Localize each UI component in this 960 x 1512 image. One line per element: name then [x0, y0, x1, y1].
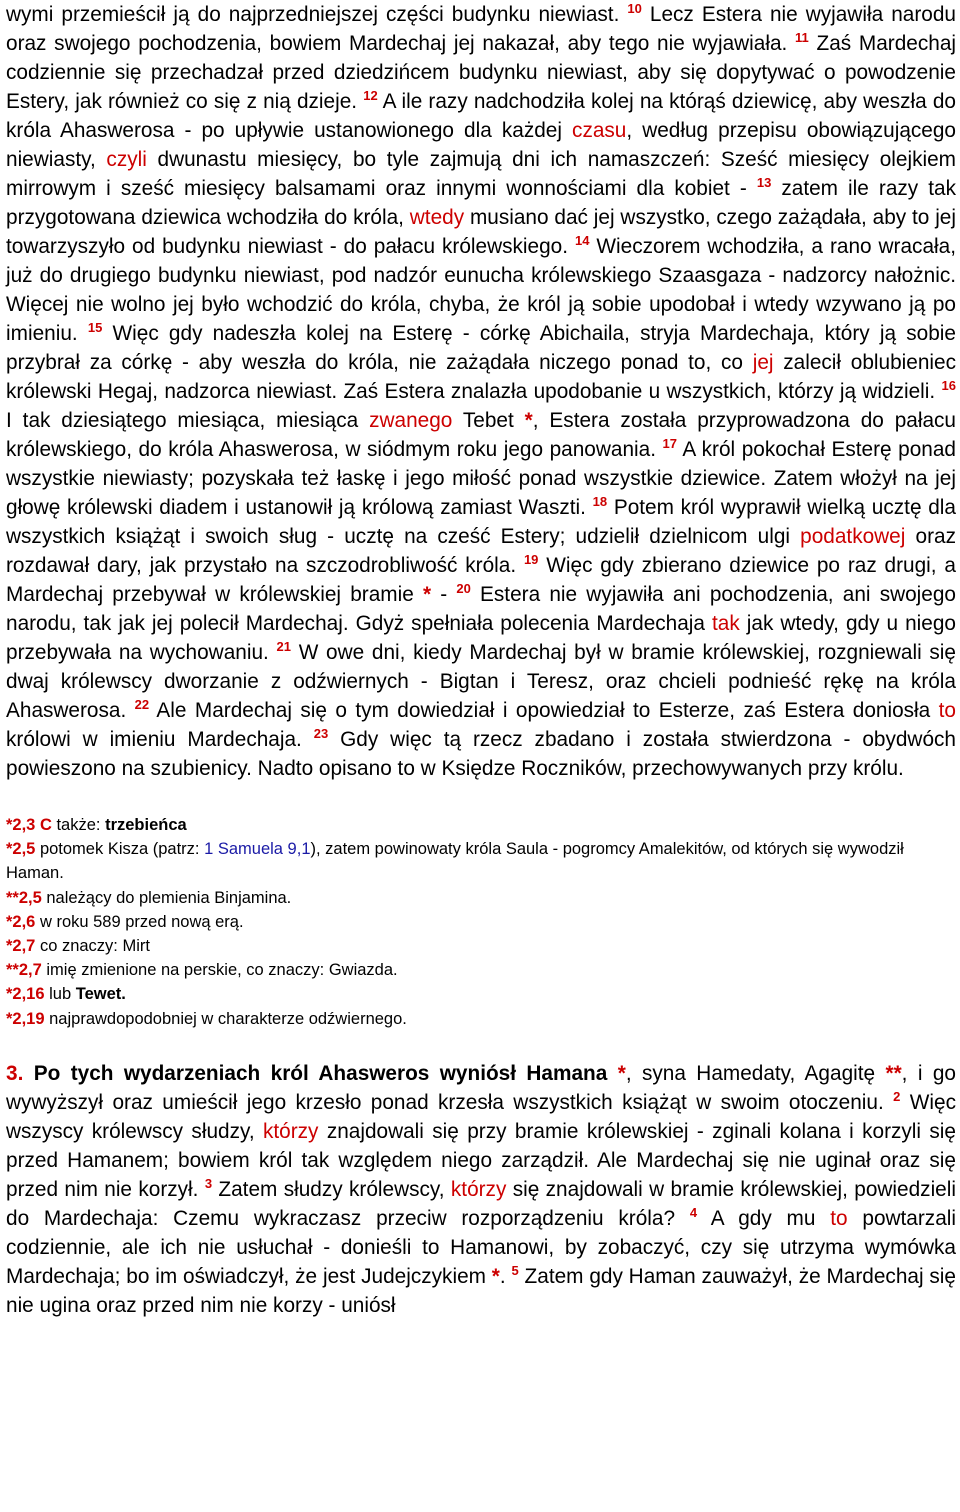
footnote-term: Tewet — [75, 985, 122, 1004]
text-run: Zaś Mardechaj codziennie się przechadzał przed dziedzińcem budynku niewiast, aby się dopytywać o powodzenie Estery, jak również co się z nią dzieje. — [6, 32, 956, 113]
text-run: I tak dziesiątego miesiąca, miesiąca — [6, 409, 370, 432]
text-run: wymi przemieścił ją do najprzedniejszej części budynku niewiast. — [6, 3, 628, 26]
verse-number: 10 — [627, 1, 642, 17]
text-run: oraz rozdawał dary, jak przystało na szczodrobliwość króla. — [6, 525, 956, 577]
verse-number: 11 — [795, 30, 809, 46]
added-word: wtedy — [409, 206, 465, 229]
text-run: się znajdowali w bramie królewskiej, powiedzieli do Mardechaja: Czemu wykraczasz przeciw rozporządzeniu króla? — [6, 1177, 956, 1230]
added-word: zwanego — [369, 409, 453, 432]
footnote-text: należący do plemienia Binjamina. — [41, 888, 292, 907]
footnote-source: C — [39, 816, 52, 834]
cross-reference-link[interactable]: 1 Samuela 9,1 — [204, 840, 311, 859]
footnote-ref[interactable]: *2,19 — [6, 1009, 45, 1028]
text-run: . — [499, 1264, 512, 1288]
footnote — [6, 1007, 956, 1031]
verse-number: 2 — [893, 1088, 901, 1104]
verse-number: 16 — [941, 378, 956, 394]
text-run: zatem ile razy tak przygotowana dziewica wchodziła do króla, — [6, 177, 956, 229]
added-word: tak — [712, 612, 740, 635]
footnote-text: imię zmienione na perskie, co znaczy: Gwiazda. — [41, 961, 398, 980]
verse-number: 20 — [456, 581, 471, 597]
added-word: podatkowej — [800, 525, 906, 548]
added-word: którzy — [450, 1177, 507, 1201]
added-word: to — [938, 699, 957, 722]
verse-number: 19 — [523, 552, 539, 568]
verse-number: 15 — [87, 320, 103, 336]
footnote-text: ), zatem powinowaty króla Saula - pogromcy Amalekitów, od których się wywodził Haman. — [6, 840, 904, 883]
added-word: czasu — [572, 119, 627, 142]
footnote-text: także: — [51, 816, 106, 834]
text-run: , syna Hamedaty, Agagitę — [625, 1061, 886, 1085]
text-run: królowi w imieniu Mardechaja. — [6, 728, 314, 751]
footnote-marker[interactable]: * — [524, 409, 533, 432]
verse-number: 12 — [363, 88, 378, 104]
text-run: musiano dać jej wszystko, czego zażądała, aby to jej towarzyszyło od budynku niewiast - do pałacu królewskiego. — [6, 206, 956, 258]
footnote — [6, 837, 956, 885]
footnote-ref[interactable]: **2,5 — [6, 888, 42, 907]
text-run: jak wtedy, gdy u niego przebywała na wychowaniu. — [6, 612, 956, 664]
added-word: jej — [752, 351, 774, 374]
text-run: znajdowali się przy bramie królewskiej - zginali kolana i korzyli się przed Hamanem; bowiem król tak względem niego zarządził. Ale Mardechaj się nie uginał oraz się przed nim nie korzył. — [6, 1119, 956, 1201]
footnote-ref[interactable]: *2,3 — [6, 816, 36, 834]
text-run: A ile razy nadchodziła kolej na którąś dziewicę, aby weszła do króla Ahaswerosa - po upływie ustanowionego dla każdej — [6, 90, 956, 142]
text-run: Gdy więc tą rzecz zbadano i została stwierdzona - obydwóch powieszono na szubienicy. Nadto opisano to w Księdze Roczników, przechowywanych przy królu. — [6, 728, 956, 780]
text-run: Wieczorem wchodziła, a rano wracała, już do drugiego budynku niewiast, pod nadzór eunucha królewskiego Szaasgaza - nadzorcy nałożnic. Więcej nie wolno jej było wchodzić do króla, chyba, że król ją sobie upodobał i wtedy wzywano ją po imieniu. — [6, 235, 956, 345]
text-run: - — [431, 583, 457, 606]
text-run: , i go wywyższył oraz umieścił jego krzesło ponad krzesła wszystkich książąt w swoim otoczeniu. — [6, 1061, 956, 1114]
footnotes — [6, 813, 956, 1031]
text-run: Zatem gdy Haman zauważył, że Mardechaj się nie ugina oraz przed nim nie korzy - uniósł — [6, 1264, 956, 1317]
verse-number: 13 — [756, 175, 772, 191]
text-run: dwunastu miesięcy, bo tyle zajmują dni ich namaszczeń: Sześć miesięcy olejkiem mirrowym i sześć miesięcy balsamami oraz innymi wonnościami dla kobiet - — [6, 148, 956, 200]
verse-number: 4 — [689, 1204, 698, 1220]
text-run: Potem król wyprawił wielką ucztę dla wszystkich książąt i swoich sług - ucztę na cześć Estery; udzielił dzielnicom ulgi — [6, 496, 956, 548]
text-run: W owe dni, kiedy Mardechaj był w bramie królewskiej, rozgniewali się dwaj królewscy dworzanie z odźwiernych - Bigtan i Teresz, oraz chcieli podnieść rękę na króla Ahaswerosa. — [6, 641, 956, 722]
footnote-text: lub — [44, 985, 76, 1004]
verse-number: 3 — [204, 1175, 213, 1191]
footnote — [6, 813, 956, 837]
text-run: Zatem słudzy królewscy, — [212, 1177, 451, 1201]
footnote-text: potomek Kisza (patrz: — [35, 840, 205, 859]
text-run: Tebet — [452, 409, 525, 432]
footnote-ref[interactable]: *2,7 — [6, 937, 36, 956]
verse-number: 5 — [511, 1262, 519, 1278]
footnote-marker[interactable]: * — [617, 1061, 626, 1085]
text-run: , Estera została przyprowadzona do pałacu królewskiego, do króla Ahaswerosa, w siódmym roku jego panowania. — [6, 409, 957, 461]
text-run: Lecz Estera nie wyjawiła narodu oraz swojego pochodzenia, bowiem Mardechaj jej nakazał, aby tego nie wyjawiała. — [6, 3, 956, 55]
footnote — [6, 886, 956, 910]
footnote-text: najprawdopodobniej w charakterze odźwiernego. — [44, 1009, 407, 1028]
footnote-text: co znaczy: Mirt — [35, 937, 150, 956]
chapter-number: 3. — [6, 1061, 24, 1085]
main-text — [6, 0, 956, 783]
verse-number: 23 — [313, 726, 329, 742]
text-run: Więc gdy zbierano dziewice po raz drugi, a Mardechaj przebywał w królewskiej bramie — [6, 554, 956, 606]
added-word: czyli — [106, 148, 147, 171]
verse-number: 22 — [134, 697, 150, 713]
text-run: Ale Mardechaj się o tym dowiedział i opowiedział to Esterze, zaś Estera doniosła — [149, 699, 939, 722]
footnote — [6, 910, 956, 934]
footnote-ref[interactable]: *2,6 — [6, 912, 36, 931]
verse-number: 18 — [592, 494, 608, 510]
footnote-marker[interactable]: * — [491, 1264, 500, 1288]
verse-number: 17 — [662, 436, 677, 452]
text-run: A gdy mu — [697, 1206, 831, 1230]
text-run: powtarzali codziennie, ale ich nie usłuchał - donieśli to Hamanowi, by zobaczyć, czy się utrzyma wymówka Mardechaja; bo im oświadczył, że jest Judejczykiem — [6, 1206, 956, 1288]
text-run: Estera nie wyjawiła ani pochodzenia, ani swojego narodu, tak jak jej polecił Mardechaj. Gdyż spełniała polecenia Mardechaja — [6, 583, 956, 635]
footnote-text: w roku 589 przed nową erą. — [35, 912, 244, 931]
added-word: którzy — [262, 1119, 319, 1143]
footnote-marker[interactable]: ** — [885, 1061, 902, 1085]
text-run: zalecił oblubieniec królewski Hegaj, nadzorca niewiast. Zaś Estera znalazła upodobanie u wszystkich, którzy ją widzieli. — [6, 351, 956, 403]
footnote-term: trzebieńca — [105, 816, 187, 834]
footnote — [6, 958, 956, 982]
footnote — [6, 934, 956, 958]
footnote-marker[interactable]: * — [422, 583, 432, 606]
chapter-3 — [6, 1059, 956, 1320]
footnote — [6, 982, 956, 1006]
text-run: A król pokochał Esterę ponad wszystkie niewiasty; pozyskała też łaskę i jego miłość ponad wszystkie dziewice. Zatem włożył na jej głowę królewski diadem i ustanowił ją królową zamiast Waszti. — [6, 438, 956, 519]
footnote-ref[interactable]: *2,5 — [6, 840, 36, 859]
verse-number: 21 — [276, 639, 291, 655]
verse-number: 14 — [574, 233, 590, 249]
text-run: , według przepisu obowiązującego niewiasty, — [6, 119, 956, 171]
text-run: Więc wszyscy królewscy słudzy, — [6, 1090, 956, 1143]
chapter-lead: Po tych wydarzeniach król Ahasweros wyniósł Hamana — [23, 1061, 618, 1085]
footnote-text: . — [121, 985, 126, 1004]
added-word: to — [830, 1206, 848, 1230]
footnote-ref[interactable]: *2,16 — [6, 985, 45, 1004]
text-run: Więc gdy nadeszła kolej na Esterę - córkę Abichaila, stryja Mardechaja, który ją sobie przybrał za córkę - aby weszła do króla, nie zażądała niczego ponad to, co — [6, 322, 956, 374]
footnote-ref[interactable]: **2,7 — [6, 961, 42, 980]
